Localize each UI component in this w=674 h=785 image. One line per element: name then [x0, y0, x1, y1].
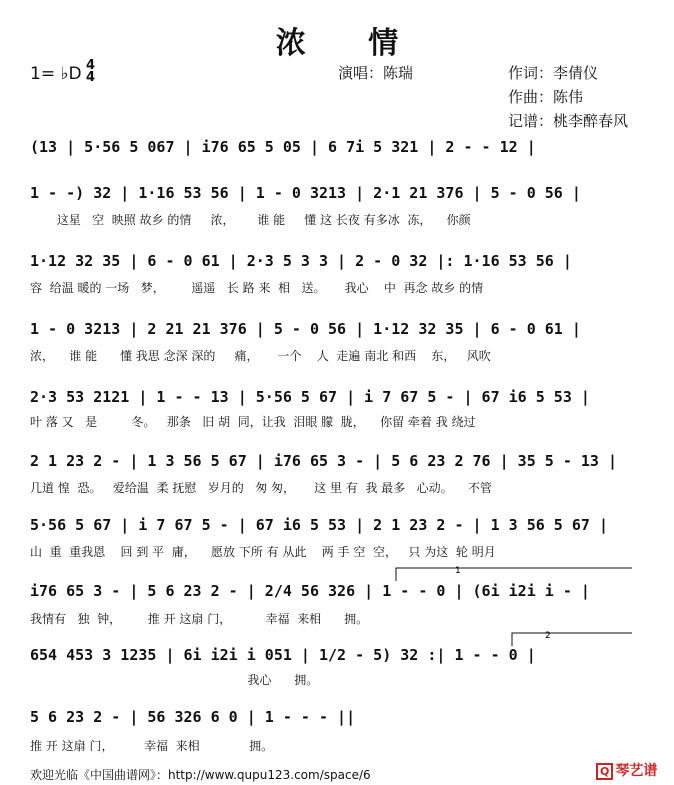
composer-credit: 作曲：陈伟: [508, 88, 584, 106]
logo-text: 琴艺谱: [615, 763, 658, 779]
volta-1: [396, 566, 632, 581]
key-signature: 1= ♭D: [30, 64, 82, 84]
score-row-2-lyrics: 这星 空 映照 故乡 的情 浓， 谁 能 懂 这 长夜 有多冰 冻， 你颜: [30, 213, 471, 227]
score-row-1-notes: (13 | 5·56 5 067 | i76 65 5 05 | 6 7i 5 321 | 2 - - 12 |: [30, 138, 536, 156]
score-row-2-notes: 1 - -) 32 | 1·16 53 56 | 1 - 0 3213 | 2·1 21 376 | 5 - 0 56 |: [30, 184, 581, 202]
score-row-3-notes: 1·12 32 35 | 6 - 0 61 | 2·3 5 3 3 | 2 - 0 32 |: 1·16 53 56 |: [30, 252, 572, 270]
singer-credit: 演唱：陈瑞: [338, 64, 414, 82]
score-row-6-notes: 2 1 23 2 - | 1 3 56 5 67 | i76 65 3 - | 5 6 23 2 76 | 35 5 - 13 |: [30, 452, 617, 470]
meter-bottom: 4: [86, 70, 96, 85]
score-row-10-lyrics: 推 开 这扇 门， 幸福 来相 拥。: [30, 739, 274, 753]
score-row-4-notes: 1 - 0 3213 | 2 21 21 376 | 5 - 0 56 | 1·12 32 35 | 6 - 0 61 |: [30, 320, 581, 338]
volta-2: [512, 631, 632, 646]
score-row-5-notes: 2·3 53 2121 | 1 - - 13 | 5·56 5 67 | i 7 67 5 - | 67 i6 5 53 |: [30, 388, 590, 406]
score-row-10-notes: 5 6 23 2 - | 56 326 6 0 | 1 - - - ||: [30, 708, 356, 726]
score-row-9-notes: 654 453 3 1235 | 6i i2i i 051 | 1/2 - 5) 32 :| 1 - - 0 |: [30, 646, 536, 664]
logo-mark: Q: [596, 763, 613, 780]
transcriber-credit: 记谱：桃李醉春风: [508, 112, 629, 130]
score-row-4-lyrics: 浓， 谁 能 懂 我思 念深 深的 痛， 一个 人 走遍 南北 和西 东， 风吹: [30, 349, 491, 363]
score-row-8-notes: i76 65 3 - | 5 6 23 2 - | 2/4 56 326 | 1 - - 0 | (6i i2i i - |: [30, 582, 590, 600]
score-row-9-lyrics: 我心 拥。: [30, 673, 319, 687]
lyricist-credit: 作词：李倩仪: [508, 64, 599, 82]
score-row-7-lyrics: 山 重 重我恩 回 到 平 庸， 愿放 下所 有 从此 两 手 空 空， 只 为这 轮 明月: [30, 545, 496, 559]
svg-text:2: 2: [545, 631, 551, 641]
svg-text:1: 1: [455, 566, 461, 576]
footer-text: 欢迎光临《中国曲谱网》：http://www.qupu123.com/space/6: [30, 768, 371, 782]
score-row-3-lyrics: 容 给温 暖的 一场 梦， 遥遥 长 路 来 相 送。 我心 中 再念 故乡 的情: [30, 281, 484, 295]
score-row-7-notes: 5·56 5 67 | i 7 67 5 - | 67 i6 5 53 | 2 1 23 2 - | 1 3 56 5 67 |: [30, 516, 608, 534]
score-row-5-lyrics: 叶 落 又 是 冬。 那条 旧 胡 同，让我 泪眼 朦 胧， 你留 牵着 我 绕过: [30, 415, 476, 429]
meter-top: 4: [86, 58, 96, 73]
score-row-6-lyrics: 几道 惶 恐。 爱给温 柔 抚慰 岁月的 匆 匆， 这 里 有 我 最多 心动。 不管: [30, 481, 492, 495]
score-row-8-lyrics: 我情有 独 钟， 推 开 这扇 门， 幸福 来相 拥。: [30, 612, 369, 626]
site-logo: [596, 760, 657, 780]
song-title: 浓 情: [275, 26, 425, 61]
